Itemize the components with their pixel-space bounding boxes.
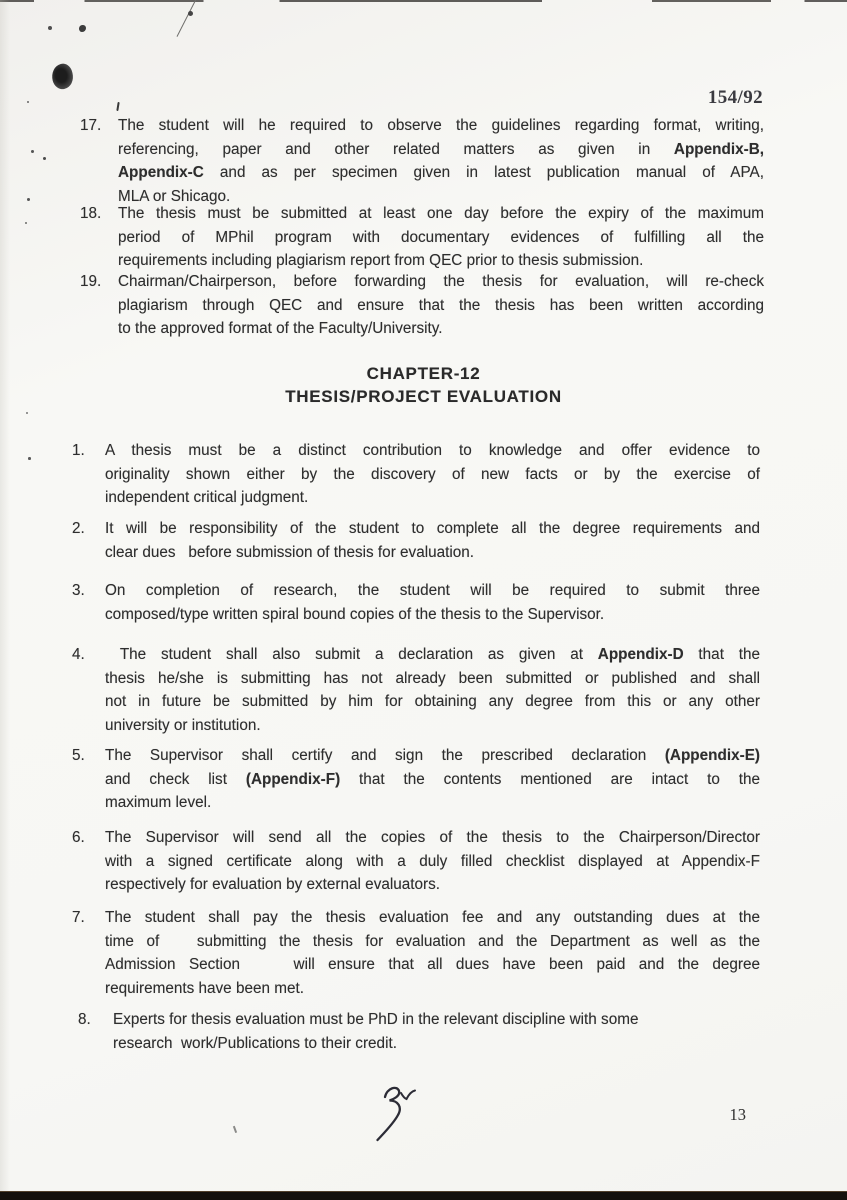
list-item-6 (0, 826, 847, 897)
item-number: 2. (72, 520, 85, 537)
list-item-3 (0, 579, 847, 626)
signature-flourish-icon (372, 1084, 418, 1144)
list-item-17 (0, 114, 847, 208)
item-text: The student will he required to observe the guidelines regarding format, writing, referencing, paper and other related matters as given in Appendix-B, Appendix-C and as per specimen given in latest publication manual of APA, MLA or Shicago. (118, 117, 764, 205)
item-number: 18. (80, 205, 102, 222)
chapter-number: CHAPTER-12 (366, 364, 481, 383)
list-item-7 (0, 906, 847, 1000)
ink-blot (49, 62, 75, 91)
ink-speck (48, 26, 52, 30)
scan-edge-bottom (0, 1191, 847, 1200)
stray-tick-mark (233, 1126, 237, 1133)
page-number: 13 (729, 1105, 746, 1124)
doc-number: 154/92 (707, 87, 763, 108)
ink-speck (79, 25, 86, 32)
stray-tick-mark (116, 102, 119, 111)
item-text: The Supervisor will send all the copies of the thesis to the Chairperson/Director with a signed certificate along with a duly filled checklist displayed at Appendix-F respectively for evaluation by external evaluators. (105, 829, 760, 893)
ink-speck (26, 412, 28, 414)
item-number: 6. (72, 829, 85, 846)
item-text: Experts for thesis evaluation must be PhD in the relevant discipline with some research work/Publications to their credit. (113, 1011, 639, 1052)
item-number: 8. (78, 1011, 91, 1028)
list-item-5 (0, 744, 847, 815)
ink-speck (27, 101, 29, 103)
item-text: A thesis must be a distinct contribution to knowledge and offer evidence to originality shown either by the discovery of new facts or by the exercise of independent critical judgment. (105, 442, 760, 506)
item-text: The thesis must be submitted at least one day before the expiry of the maximum period of MPhil program with documentary evidences of fulfilling all the requirements including plagiarism report from QEC prior to thesis submission. (118, 205, 764, 269)
item-number: 3. (72, 582, 85, 599)
list-item-4 (0, 643, 847, 737)
item-text: Chairman/Chairperson, before forwarding the thesis for evaluation, will re-check plagiarism through QEC and ensure that the thesis has been written according to the approved format of the Faculty/University. (118, 273, 764, 337)
item-number: 1. (72, 442, 85, 459)
handwritten-initials-mark (372, 1084, 418, 1144)
list-item-8 (0, 1008, 847, 1055)
list-item-18 (0, 202, 847, 273)
pen-stroke-mark (177, 0, 197, 37)
item-number: 5. (72, 747, 85, 764)
item-number: 19. (80, 273, 102, 290)
ink-speck (188, 11, 193, 16)
list-item-1 (0, 439, 847, 510)
item-number: 7. (72, 909, 85, 926)
chapter-title: THESIS/PROJECT EVALUATION (285, 387, 562, 406)
item-number: 4. (72, 646, 85, 663)
list-item-19 (0, 270, 847, 341)
list-item-2 (0, 517, 847, 564)
chapter-heading (0, 362, 847, 408)
item-text: The student shall also submit a declaration as given at Appendix-D that the thesis he/she is submitting has not already been submitted or published and shall not in future be submitted by him for obtaining any degree from this or any other university or institution. (105, 646, 761, 734)
item-text: The student shall pay the thesis evaluation fee and any outstanding dues at the time of submitting the thesis for evaluation and the Department as well as the Admission Section will ensure that all dues have been paid and the degree requirements have been met. (105, 909, 760, 997)
scan-edge-top (0, 0, 847, 2)
item-text: On completion of research, the student will be required to submit three composed/type written spiral bound copies of the thesis to the Supervisor. (105, 582, 760, 623)
item-text: The Supervisor shall certify and sign the prescribed declaration (Appendix-E) and check list (Appendix-F) that the contents mentioned are intact to the maximum level. (105, 747, 760, 811)
item-number: 17. (80, 117, 102, 134)
item-text: It will be responsibility of the student to complete all the degree requirements and clear dues before submission of thesis for evaluation. (105, 520, 760, 561)
